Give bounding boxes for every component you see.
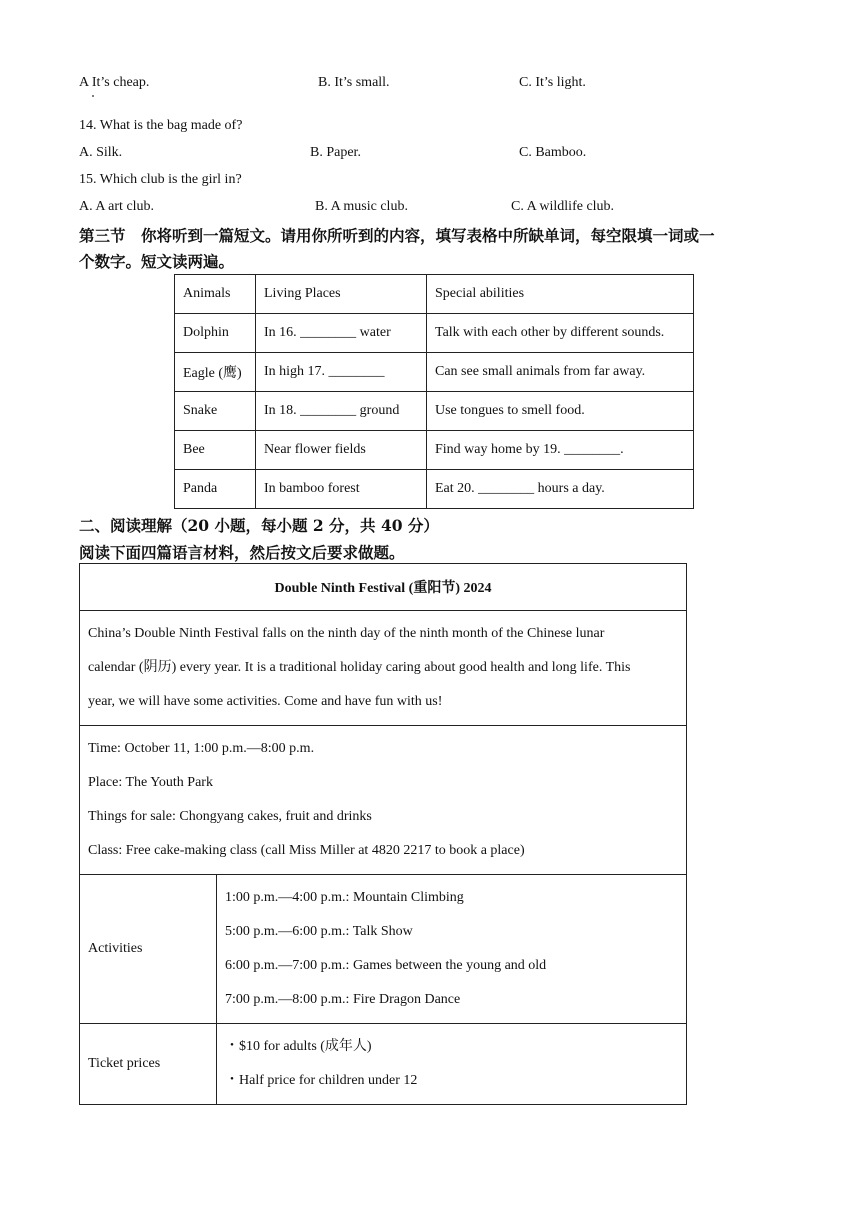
table-cell: Panda [175,470,256,509]
table-cell: Snake [175,392,256,431]
table-cell: Near flower fields [256,431,427,470]
section3-instruction-line1: 第三节 你将听到一篇短文。请用你所听到的内容，填写表格中所缺单词，每空限填一词或一 [79,226,715,245]
festival-info [80,726,687,875]
reading-instruction: 阅读下面四篇语言材料，然后按文后要求做题。 [79,543,405,562]
header-cell: Living Places [256,275,427,314]
activities-label: Activities [80,875,217,1024]
section3-instruction-line2: 个数字。短文读两遍。 [79,252,235,271]
table-cell: In bamboo forest [256,470,427,509]
q15-option-a: A. A art club. [79,199,155,214]
table-header-row [175,275,694,314]
q14-question: 14. What is the bag made of? [79,118,243,133]
q15-option-b: B. A music club. [315,199,408,214]
header-cell: Animals [175,275,256,314]
q14-option-b: B. Paper. [310,145,361,160]
activity-item: 7:00 p.m.—8:00 p.m.: Fire Dragon Dance [225,992,461,1007]
activity-item: 6:00 p.m.—7:00 p.m.: Games between the young and old [225,958,547,973]
table-cell: Eat 20. ________ hours a day. [427,470,694,509]
festival-title: Double Ninth Festival (重阳节) 2024 [80,564,687,611]
q15-question: 15. Which club is the girl in? [79,172,242,187]
stray-dot [92,95,94,97]
ticket-prices-list [217,1024,687,1105]
info-class: Class: Free cake-making class (call Miss Miller at 4820 2217 to book a place) [88,843,525,858]
festival-intro [80,611,687,726]
table-cell: Can see small animals from far away. [427,353,694,392]
ticket-item: ・Half price for children under 12 [225,1073,418,1088]
table-row [175,353,694,392]
table-cell: Talk with each other by different sounds. [427,314,694,353]
table-row [175,314,694,353]
table-cell: In 16. ________ water [256,314,427,353]
header-cell: Special abilities [427,275,694,314]
animals-table [174,274,694,509]
table-cell: In 18. ________ ground [256,392,427,431]
table-cell: In high 17. ________ [256,353,427,392]
q14-option-c: C. Bamboo. [519,145,587,160]
q13-option-b: B. It’s small. [318,75,390,90]
info-time: Time: October 11, 1:00 p.m.—8:00 p.m. [88,741,315,756]
q13-option-a: A It’s cheap. [79,75,150,90]
table-row [175,470,694,509]
info-place: Place: The Youth Park [88,775,213,790]
intro-line: year, we will have some activities. Come and have fun with us! [88,694,443,709]
activity-item: 1:00 p.m.—4:00 p.m.: Mountain Climbing [225,890,464,905]
activities-list [217,875,687,1024]
table-row [175,392,694,431]
intro-line: China’s Double Ninth Festival falls on the ninth day of the ninth month of the Chinese lunar [88,626,605,641]
q13-option-c: C. It’s light. [519,75,586,90]
festival-notice-table [79,563,687,1105]
ticket-item: ・$10 for adults (成年人) [225,1039,372,1054]
table-cell: Eagle (鹰) [175,353,256,392]
table-cell: Bee [175,431,256,470]
table-cell: Find way home by 19. ________. [427,431,694,470]
table-cell: Use tongues to smell food. [427,392,694,431]
activity-item: 5:00 p.m.—6:00 p.m.: Talk Show [225,924,413,939]
q15-option-c: C. A wildlife club. [511,199,615,214]
ticket-prices-label: Ticket prices [80,1024,217,1105]
table-row [175,431,694,470]
reading-section-heading: 二、阅读理解（20 小题，每小题 2 分，共 40 分） [79,516,439,535]
intro-line: calendar (阴历) every year. It is a traditional holiday caring about good health and long life. This [88,660,631,675]
info-things-for-sale: Things for sale: Chongyang cakes, fruit and drinks [88,809,372,824]
q14-option-a: A. Silk. [79,145,123,160]
table-cell: Dolphin [175,314,256,353]
